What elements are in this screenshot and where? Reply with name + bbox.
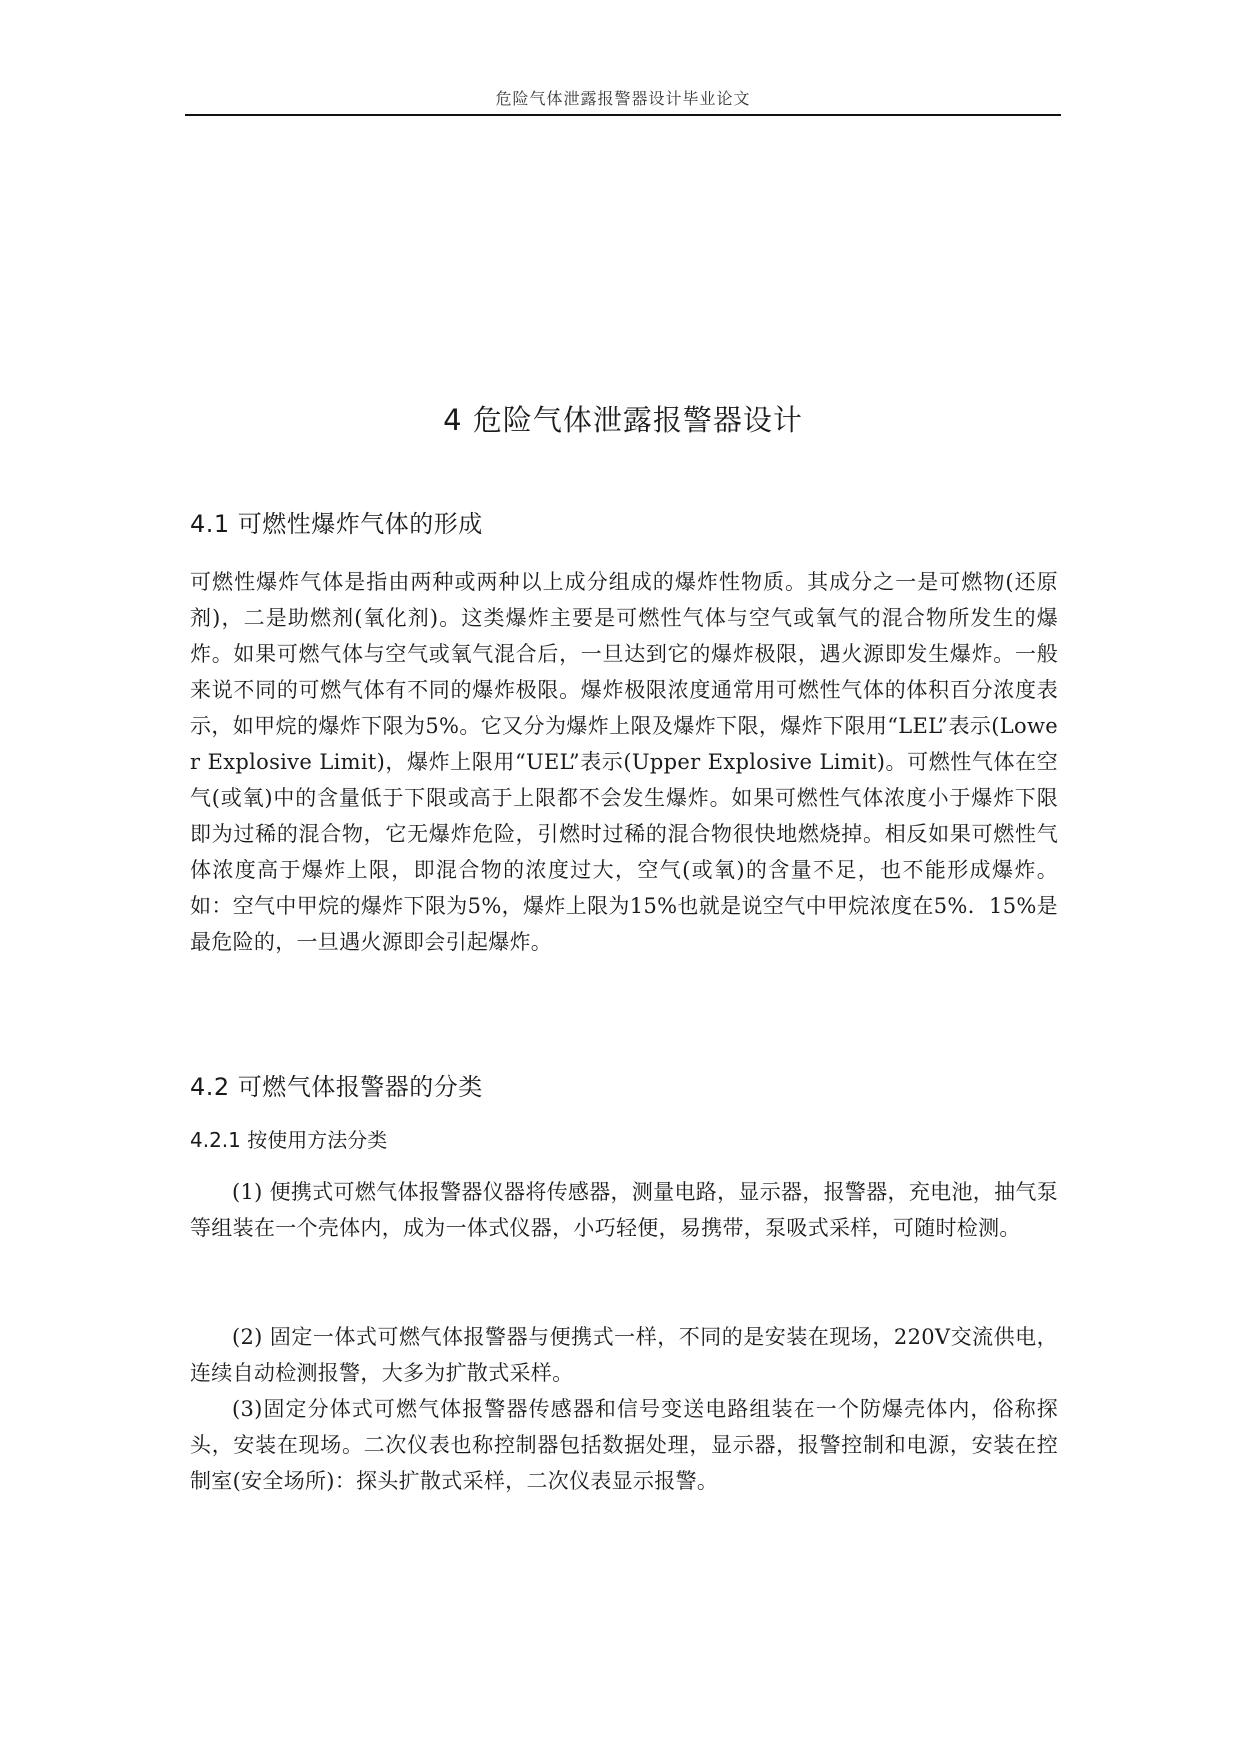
section-heading-4-1: 4.1 可燃性爆炸气体的形成 [190, 510, 483, 538]
section-heading-4-2: 4.2 可燃气体报警器的分类 [190, 1073, 483, 1101]
paragraph-fixed-split-alarm: (3)固定分体式可燃气体报警器传感器和信号变送电路组装在一个防爆壳体内，俗称探头，安装在现场。二次仪表也称控制器包括数据处理，显示器，报警控制和电源，安装在控制室(安全场所)：探头扩散式采样，二次仪表显示报警。 [190, 1397, 1058, 1493]
paragraph-4-1: 可燃性爆炸气体是指由两种或两种以上成分组成的爆炸性物质。其成分之一是可燃物(还原剂)，二是助燃剂(氧化剂)。这类爆炸主要是可燃性气体与空气或氧气的混合物所发生的爆炸。如果可燃气体与空气或氧气混合后，一旦达到它的爆炸极限，遇火源即发生爆炸。一般来说不同的可燃气体有不同的爆炸极限。爆炸极限浓度通常用可燃性气体的体积百分浓度表示，如甲烷的爆炸下限为5%。它又分为爆炸上限及爆炸下限，爆炸下限用“LEL”表示(Lower Explosive Limit)，爆炸上限用“UEL”表示(Upper Explosive Limit)。可燃性气体在空气(或氧)中的含量低于下限或高于上限都不会发生爆炸。如果可燃性气体浓度小于爆炸下限即为过稀的混合物，它无爆炸危险，引燃时过稀的混合物很快地燃烧掉。相反如果可燃性气体浓度高于爆炸上限，即混合物的浓度过大，空气(或氧)的含量不足，也不能形成爆炸。如：空气中甲烷的爆炸下限为5%，爆炸上限为15%也就是说空气中甲烷浓度在5%．15%是最危险的，一旦遇火源即会引起爆炸。 [190, 570, 1058, 954]
chapter-title: 4 危险气体泄露报警器设计 [443, 403, 803, 437]
paragraph-portable-alarm: (1) 便携式可燃气体报警器仪器将传感器，测量电路，显示器，报警器，充电池，抽气泵等组装在一个壳体内，成为一体式仪器，小巧轻便，易携带，泵吸式采样，可随时检测。 [190, 1180, 1058, 1240]
subsection-heading-4-2-1: 4.2.1 按使用方法分类 [190, 1128, 388, 1152]
running-header: 危险气体泄露报警器设计毕业论文 [495, 89, 751, 108]
paragraph-fixed-integrated-alarm: (2) 固定一体式可燃气体报警器与便携式一样，不同的是安装在现场，220V交流供电，连续自动检测报警，大多为扩散式采样。 [190, 1325, 1058, 1385]
header-divider [185, 114, 1061, 116]
